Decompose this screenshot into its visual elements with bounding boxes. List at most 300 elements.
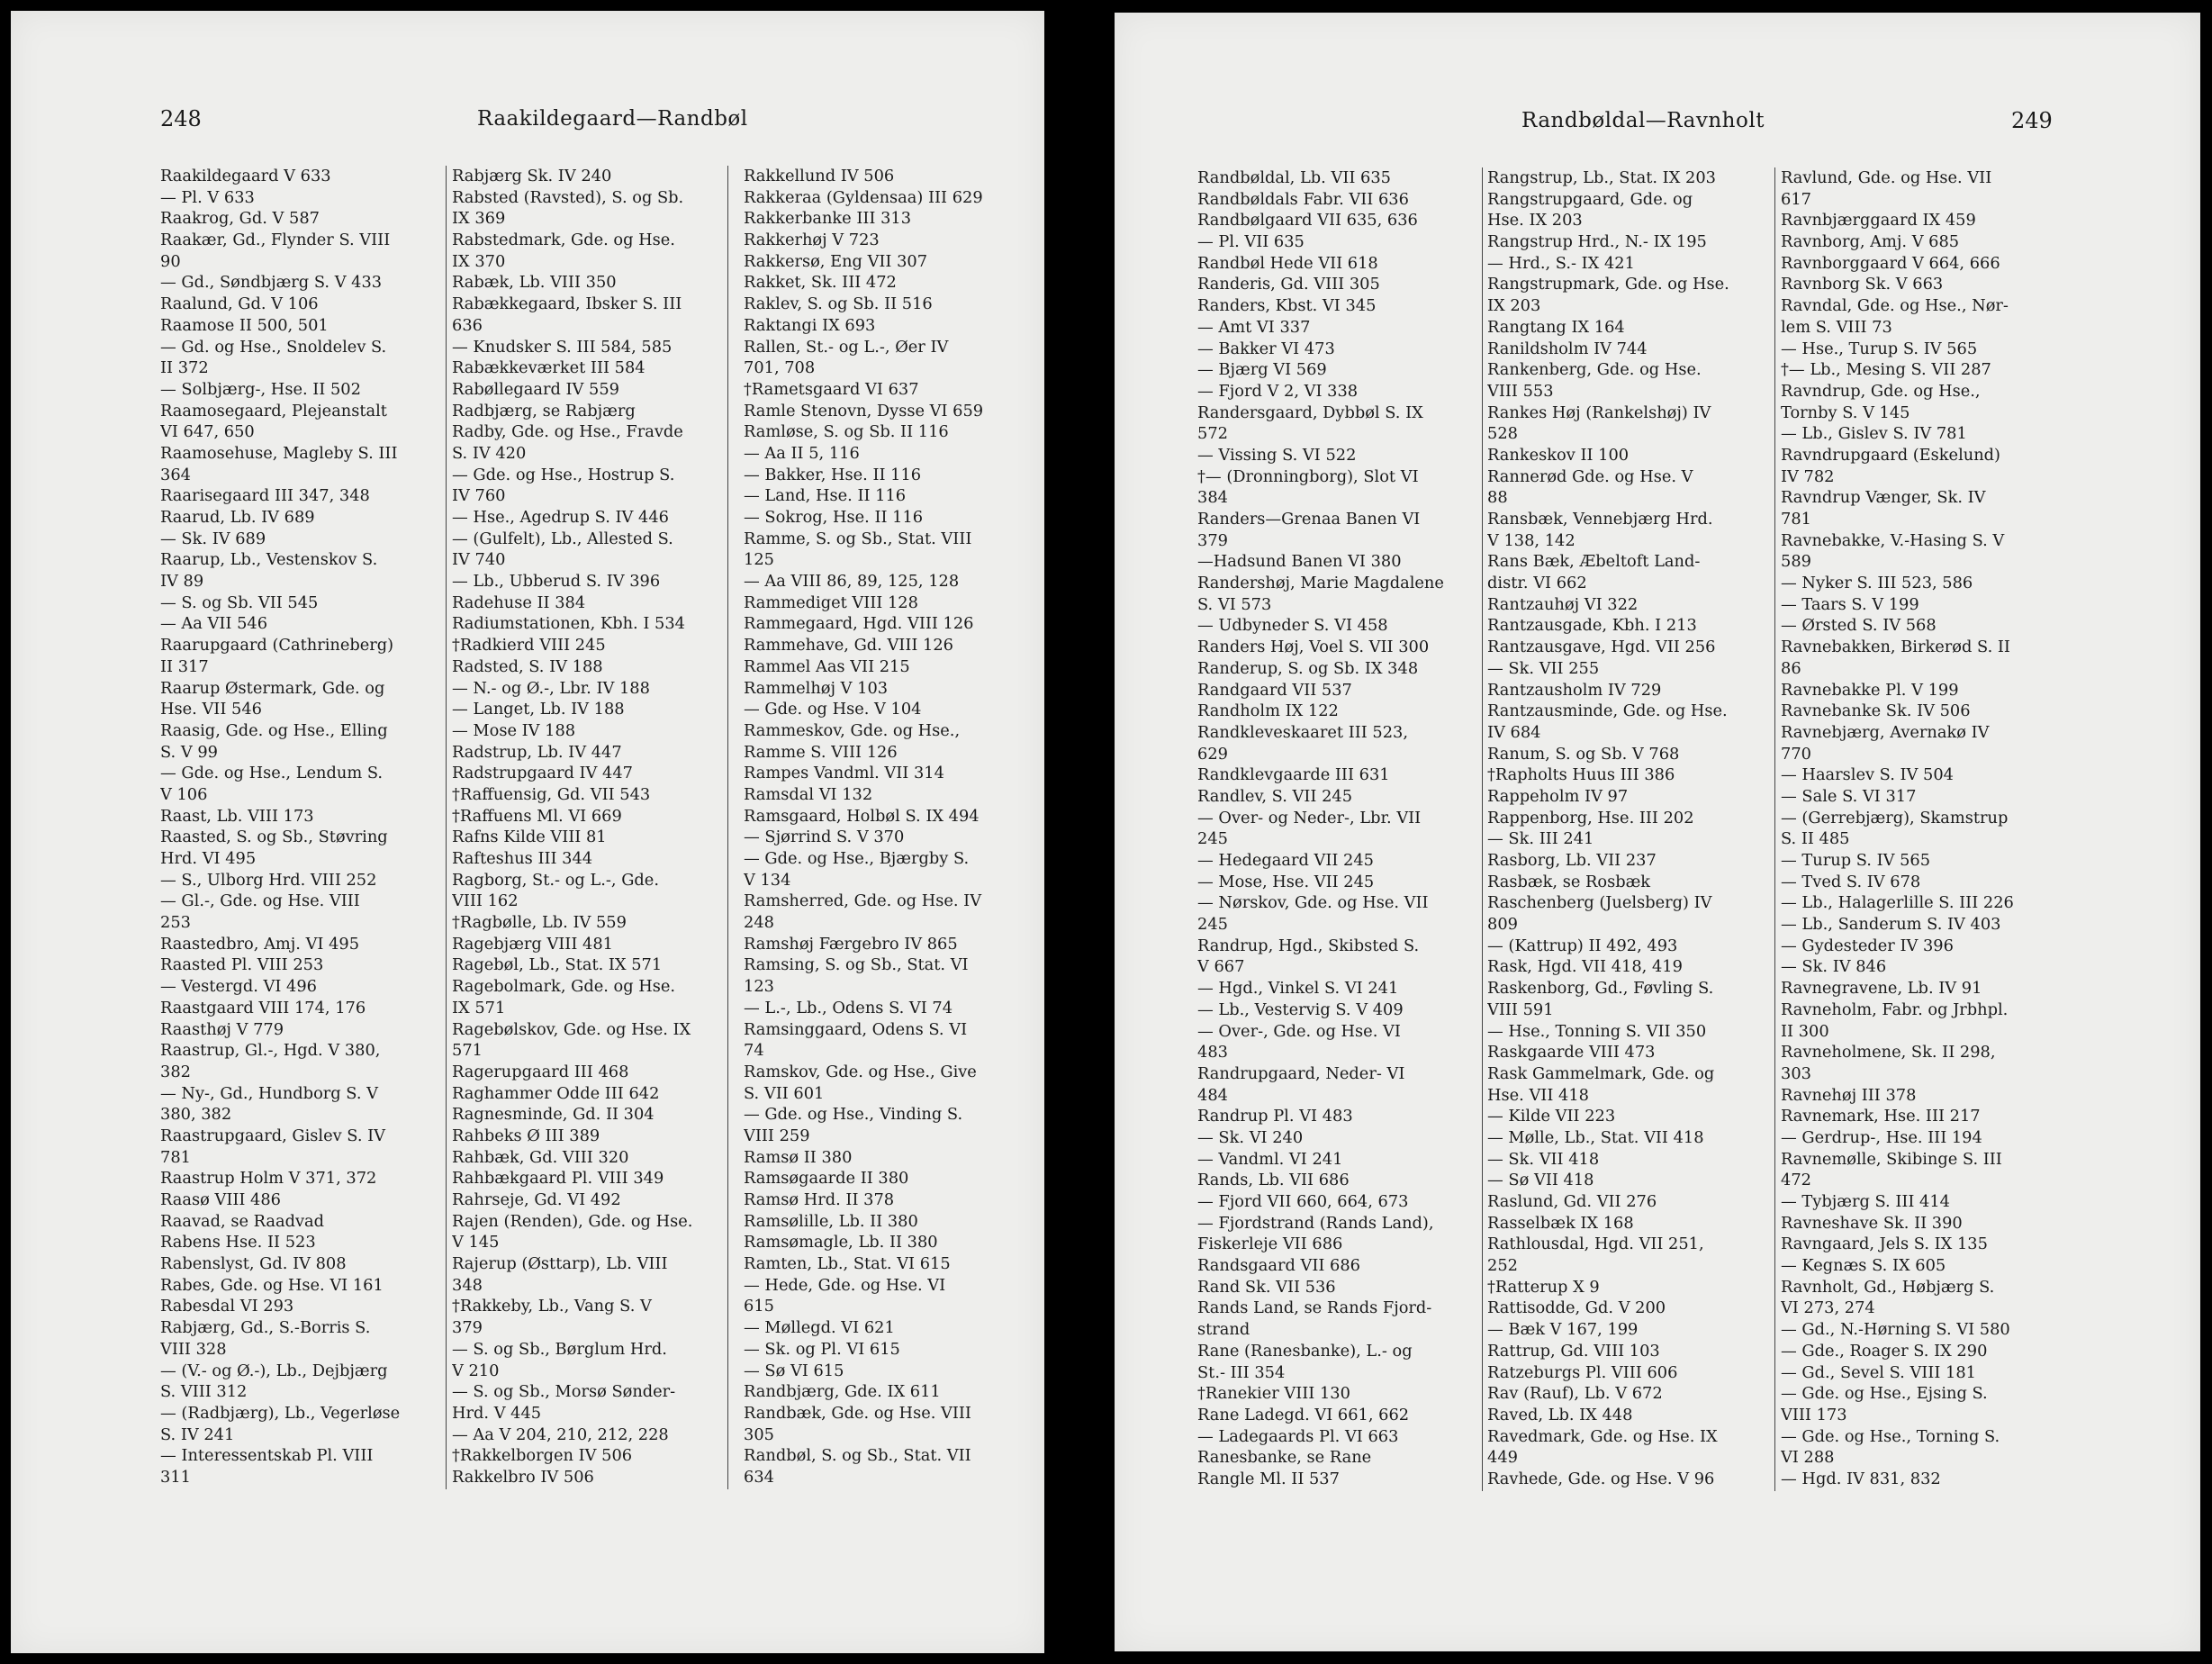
index-entry-line: 245 [1197,829,1228,849]
index-entry-line: Ramme S. VIII 126 [744,742,898,762]
index-entry-line: — Fjord VII 660, 664, 673 [1197,1192,1409,1211]
index-entry-line: Rathlousdal, Hgd. VII 251, [1487,1234,1704,1254]
index-entry-line: Rakkellund IV 506 [744,167,895,185]
index-entry-line: — Hgd., Vinkel S. VI 241 [1197,979,1399,999]
index-entry-line: Rask Gammelmark, Gde. og [1487,1063,1715,1083]
index-entry-line: Raakrog, Gd. V 587 [160,209,320,229]
index-entry-line: Rakket, Sk. III 472 [744,273,897,293]
index-entry-line: Ragebjærg VIII 481 [452,934,613,954]
index-entry-line: Rakkelbro IV 506 [452,1467,594,1487]
index-entry-line: Rakkerhøj V 723 [744,231,880,250]
index-entry-line: Rammegaard, Hgd. VIII 126 [744,614,974,634]
index-entry-line: Radstrup, Lb. IV 447 [452,742,622,762]
index-entry-line: Ravndrup Vænger, Sk. IV [1781,488,1986,508]
index-entry-line: — Bæk V 167, 199 [1487,1320,1639,1340]
index-entry-line: Rav (Rauf), Lb. V 672 [1487,1384,1663,1404]
index-entry-line: — Fjordstrand (Rands Land), [1197,1213,1434,1233]
index-entry-line: — Lb., Sanderum S. IV 403 [1781,915,2001,935]
index-entry-line: Raasø VIII 486 [160,1190,281,1209]
index-entry-line: Hse. VII 546 [160,700,262,719]
index-entry-line: Ramme, S. og Sb., Stat. VIII [744,529,972,548]
index-entry-line: S. V 99 [160,742,218,762]
running-head-left: Raakildegaard—Randbøl [477,107,748,131]
index-entry-line: — Hse., Tonning S. VII 350 [1487,1021,1707,1041]
index-entry-line: Ravndal, Gde. og Hse., Nør- [1781,296,2009,316]
index-entry-line: VIII 162 [452,891,519,911]
index-entry-line: 484 [1197,1085,1228,1105]
index-entry-line: Ravngaard, Jels S. IX 135 [1781,1234,1988,1254]
index-entry-line: Rajen (Renden), Gde. og Hse. [452,1211,693,1231]
index-entry-line: — Hedegaard VII 245 [1197,851,1374,870]
index-entry-line: Ravnborg Sk. V 663 [1781,275,1944,294]
index-entry-line: — Vissing S. VI 522 [1197,445,1357,465]
index-entry-line: Randersgaard, Dybbøl S. IX [1197,402,1423,422]
index-entry-line: Ravneholm, Fabr. og Jrbhpl. [1781,999,2009,1019]
index-entry-line: Ramshøj Færgebro IV 865 [744,934,958,954]
index-entry-line: — Sk. VII 418 [1487,1149,1600,1169]
index-entry-line: †Rametsgaard VI 637 [744,379,919,399]
index-entry-line: Rabækkeværket III 584 [452,358,646,378]
index-entry-line: Rabes, Gde. og Hse. VI 161 [160,1275,384,1295]
index-entry-line: — Sale S. VI 317 [1781,786,1917,806]
index-entry-line: Raghammer Odde III 642 [452,1083,660,1103]
index-entry-line: Rammel Aas VII 215 [744,656,910,676]
index-entry-line: — Sk. III 241 [1487,829,1594,849]
index-entry-line: VI 288 [1781,1448,1835,1468]
index-entry-line: V 210 [452,1361,500,1380]
index-entry-line: VIII 328 [160,1339,227,1359]
index-entry-line: — Knudsker S. III 584, 585 [452,337,673,357]
index-entry-line: — Aa V 204, 210, 212, 228 [452,1424,669,1444]
index-entry-line: — Aa VIII 86, 89, 125, 128 [744,572,960,592]
index-entry-line: Rakkerbanke III 313 [744,209,912,229]
index-entry-line: — Langet, Lb. IV 188 [452,700,625,719]
index-entry-line: Rampes Vandml. VII 314 [744,764,944,783]
index-entry-line: — Ørsted S. IV 568 [1781,616,1937,636]
column-rule [727,166,728,1489]
index-entry-line: Randbøl, S. og Sb., Stat. VII [744,1446,971,1466]
index-entry-line: — (V.- og Ø.-), Lb., Dejbjærg [160,1361,388,1380]
index-entry-line: Raskgaarde VIII 473 [1487,1043,1656,1063]
index-entry-line: V 134 [744,870,791,890]
index-entry-line: Ravnbjærggaard IX 459 [1781,211,1976,231]
index-entry-line: 348 [452,1275,483,1295]
index-entry-line: Ravlund, Gde. og Hse. VII [1781,168,1992,187]
index-entry-line: — Mølle, Lb., Stat. VII 418 [1487,1127,1704,1147]
index-entry-line: S. VII 601 [744,1083,825,1103]
index-entry-line: Raamosegaard, Plejeanstalt [160,401,387,421]
index-entry-line: — Tybjærg S. III 414 [1781,1192,1950,1211]
index-entry-line: Randbjærg, Gde. IX 611 [744,1382,941,1402]
index-entry-line: 634 [744,1467,774,1487]
index-entry-line: 123 [744,977,774,997]
index-entry-line: Raklev, S. og Sb. II 516 [744,294,933,314]
index-entry-line: Rask, Hgd. VII 418, 419 [1487,957,1683,977]
index-entry-line: — (Radbjærg), Lb., Vegerløse [160,1403,401,1423]
index-entry-line: Rasborg, Lb. VII 237 [1487,851,1657,870]
index-entry-line: Rantzausminde, Gde. og Hse. [1487,701,1728,721]
index-entry-line: 617 [1781,189,1811,209]
index-entry-line: 781 [1781,510,1811,529]
index-entry-line: Rankenberg, Gde. og Hse. [1487,360,1702,380]
index-column-left-2 [452,166,736,1488]
index-entry-line: 379 [452,1318,483,1338]
index-entry-line: IV 782 [1781,466,1835,486]
index-entry-line: Rangtang IX 164 [1487,317,1625,337]
index-entry-line: S. VI 573 [1197,594,1272,614]
index-entry-line: Ramsgaard, Holbøl S. IX 494 [744,806,980,826]
index-entry-line: — S., Ulborg Hrd. VIII 252 [160,870,377,890]
index-entry-line: — Vestergd. VI 496 [160,977,317,997]
index-entry-line: Raastrupgaard, Gislev S. IV [160,1126,386,1145]
index-entry-line: — Gde. og Hse., Lendum S. [160,764,384,783]
index-entry-line: Raved, Lb. IX 448 [1487,1405,1633,1424]
index-entry-line: Rahbæk, Gd. VIII 320 [452,1147,629,1167]
index-column-right-2 [1487,167,1772,1490]
index-entry-line: 253 [160,913,191,933]
index-entry-line: Raastrup Holm V 371, 372 [160,1169,377,1189]
index-entry-line: — Haarslev S. IV 504 [1781,765,1954,785]
index-entry-line: — Kegnæs S. IX 605 [1781,1256,1946,1276]
index-entry-line: —Hadsund Banen VI 380 [1197,552,1402,572]
index-entry-line: Rangle Ml. II 537 [1197,1469,1340,1488]
index-entry-line: Ramle Stenovn, Dysse VI 659 [744,401,984,421]
index-entry-line: II 300 [1781,1021,1829,1041]
index-entry-line: Tornby S. V 145 [1781,402,1910,422]
index-entry-line: — Solbjærg-, Hse. II 502 [160,379,361,399]
index-entry-line: II 317 [160,656,209,676]
index-entry-line: Radbjærg, se Rabjærg [452,401,636,421]
index-entry-line: 86 [1781,658,1801,678]
index-entry-line: 615 [744,1297,774,1316]
index-entry-line: 305 [744,1424,774,1444]
index-entry-line: Rangstrupgaard, Gde. og [1487,189,1693,209]
index-entry-line: Ravnebakke Pl. V 199 [1781,680,1959,700]
index-entry-line: — Gde. og Hse., Hostrup S. [452,465,675,484]
page-number-left: 248 [160,106,202,131]
index-entry-line: Ramten, Lb., Stat. VI 615 [744,1254,951,1274]
index-entry-line: — Kilde VII 223 [1487,1107,1616,1126]
index-entry-line: Raasthøj V 779 [160,1019,284,1039]
index-entry-line: Raastgaard VIII 174, 176 [160,998,366,1017]
index-entry-line: Ravnebanke Sk. IV 506 [1781,701,1971,721]
index-entry-line: Raschenberg (Juelsberg) IV [1487,893,1712,913]
index-entry-line: Randlev, S. VII 245 [1197,786,1353,806]
index-entry-line: Raasted, S. og Sb., Støvring [160,827,388,847]
index-entry-line: 571 [452,1041,483,1061]
index-entry-line: — Bakker VI 473 [1197,339,1335,358]
index-entry-line: Rabsted (Ravsted), S. og Sb. [452,187,684,207]
index-entry-line: Randerup, S. og Sb. IX 348 [1197,658,1419,678]
index-entry-line: — Gd., Søndbjærg S. V 433 [160,273,383,293]
index-entry-line: †Rapholts Huus III 386 [1487,765,1675,785]
index-entry-line: 382 [160,1062,191,1081]
index-entry-line: Rafteshus III 344 [452,849,593,868]
column-rule [1482,167,1483,1491]
index-entry-line: Rans Bæk, Æbeltoft Land- [1487,552,1701,572]
index-entry-line: 248 [744,913,774,933]
index-entry-line: Randrup Pl. VI 483 [1197,1107,1353,1126]
index-entry-line: †— Lb., Mesing S. VII 287 [1781,360,1991,380]
left-page [11,11,1044,1653]
index-entry-line: — Sk. VII 255 [1487,658,1600,678]
index-entry-line: Randklevgaarde III 631 [1197,765,1390,785]
index-entry-line: Radiumstationen, Kbh. I 534 [452,614,685,634]
index-entry-line: Rabstedmark, Gde. og Hse. [452,231,675,250]
index-entry-line: — Gde. og Hse., Bjærgby S. [744,849,970,868]
index-entry-line: Ravnebakke, V.-Hasing S. V [1781,530,2005,550]
index-entry-line: Radby, Gde. og Hse., Fravde [452,422,683,442]
index-entry-line: Ranildsholm IV 744 [1487,339,1648,358]
index-entry-line: Ravndrupgaard (Eskelund) [1781,445,2000,465]
index-entry-line: Rasselbæk IX 168 [1487,1213,1634,1233]
index-entry-line: Raarupgaard (Cathrineberg) [160,636,394,656]
index-entry-line: Raast, Lb. VIII 173 [160,806,314,826]
index-entry-line: Radehuse II 384 [452,592,586,612]
index-entry-line: Ragebølskov, Gde. og Hse. IX [452,1019,691,1039]
index-entry-line: Ramsinggaard, Odens S. VI [744,1019,968,1039]
index-entry-line: IV 89 [160,572,204,592]
index-entry-line: VI 647, 650 [160,422,255,442]
index-entry-line: 770 [1781,744,1811,764]
index-entry-line: Rakkeraa (Gyldensaa) III 629 [744,187,983,207]
index-entry-line: Rantzausgave, Hgd. VII 256 [1487,638,1716,657]
index-entry-line: Rattrup, Gd. VIII 103 [1487,1341,1660,1361]
index-entry-line: Ravnegravene, Lb. IV 91 [1781,979,1982,999]
index-entry-line: Ravedmark, Gde. og Hse. IX [1487,1426,1718,1446]
index-entry-line: Raarup Østermark, Gde. og [160,678,385,698]
index-entry-line: Hrd. V 445 [452,1403,542,1423]
index-entry-line: Raalund, Gd. V 106 [160,294,319,314]
index-entry-line: Randrupgaard, Neder- VI [1197,1063,1405,1083]
index-entry-line: Rangstrupmark, Gde. og Hse. [1487,275,1729,294]
index-entry-line: †Rakkeby, Lb., Vang S. V [452,1297,652,1316]
index-entry-line: — Gl.-, Gde. og Hse. VIII [160,891,360,911]
index-column-left-3 [744,166,1028,1488]
index-entry-line: VI 273, 274 [1781,1298,1875,1318]
index-entry-line: Ragebøl, Lb., Stat. IX 571 [452,955,663,975]
index-entry-line: — (Gulfelt), Lb., Allested S. [452,529,673,548]
index-entry-line: Rands, Lb. VII 686 [1197,1171,1350,1190]
index-entry-line: — Gd. og Hse., Snoldelev S. [160,337,387,357]
index-entry-line: †Ragbølle, Lb. IV 559 [452,913,627,933]
index-entry-line: — Hse., Turup S. IV 565 [1781,339,1978,358]
index-entry-line: Raarisegaard III 347, 348 [160,486,370,506]
index-entry-line: — Hede, Gde. og Hse. VI [744,1275,946,1295]
index-entry-line: Ranesbanke, se Rane [1197,1448,1372,1468]
index-entry-line: Rabøllegaard IV 559 [452,379,619,399]
index-entry-line: Rasbæk, se Rosbæk [1487,872,1651,891]
index-entry-line: Raarup, Lb., Vestenskov S. [160,550,378,570]
index-entry-line: Rangstrup, Lb., Stat. IX 203 [1487,168,1716,187]
index-entry-line: Ragnesminde, Gd. II 304 [452,1105,655,1125]
right-page [1115,13,2200,1651]
index-entry-line: Rabens Hse. II 523 [160,1233,316,1253]
index-entry-line: St.- III 354 [1197,1362,1286,1382]
index-entry-line: Rahbeks Ø III 389 [452,1126,600,1145]
index-entry-line: — Hgd. IV 831, 832 [1781,1469,1941,1488]
index-entry-line: Rabjærg, Gd., S.-Borris S. [160,1318,371,1338]
index-entry-line: Ramsølille, Lb. II 380 [744,1211,918,1231]
index-entry-line: Randers—Grenaa Banen VI [1197,510,1421,529]
index-entry-line: — L.-, Lb., Odens S. VI 74 [744,998,953,1017]
index-entry-line: Radsted, S. IV 188 [452,656,603,676]
index-entry-line: 636 [452,315,483,335]
index-entry-line: Randkleveskaaret III 523, [1197,722,1409,742]
index-entry-line: Rannerød Gde. og Hse. V [1487,466,1693,486]
index-entry-line: Raastrup, Gl.-, Hgd. V 380, [160,1041,381,1061]
index-entry-line: Rammediget VIII 128 [744,592,918,612]
index-entry-line: IX 571 [452,998,506,1017]
index-entry-line: Randers Høj, Voel S. VII 300 [1197,638,1430,657]
index-entry-line: — Lb., Ubberud S. IV 396 [452,572,661,592]
index-entry-line: Ramsø Hrd. II 378 [744,1190,895,1209]
index-entry-line: Rabesdal VI 293 [160,1297,294,1316]
index-entry-line: — Gd., Sevel S. VIII 181 [1781,1362,1976,1382]
index-entry-line: IV 684 [1487,722,1541,742]
index-entry-line: Rands Land, se Rands Fjord- [1197,1298,1432,1318]
index-entry-line: VIII 591 [1487,999,1554,1019]
index-entry-line: — Gde. og Hse., Ejsing S. [1781,1384,1988,1404]
index-entry-line: †Ranekier VIII 130 [1197,1384,1350,1404]
index-entry-line: †— (Dronningborg), Slot VI [1197,466,1419,486]
index-entry-line: Raasted Pl. VIII 253 [160,955,324,975]
index-entry-line: V 145 [452,1233,500,1253]
index-entry-line: — S. og Sb. VII 545 [160,592,319,612]
index-entry-line: Rahbækgaard Pl. VIII 349 [452,1169,664,1189]
index-entry-line: Rattisodde, Gd. V 200 [1487,1298,1666,1318]
index-entry-line: lem S. VIII 73 [1781,317,1892,337]
index-entry-line: Randsgaard VII 686 [1197,1256,1360,1276]
index-entry-line: Raasig, Gde. og Hse., Elling [160,720,388,740]
index-entry-line: Rankeskov II 100 [1487,445,1630,465]
index-entry-line: IX 203 [1487,296,1541,316]
index-entry-line: distr. VI 662 [1487,574,1587,593]
index-entry-line: Raavad, se Raadvad [160,1211,325,1231]
index-entry-line: — Hrd., S.- IX 421 [1487,253,1635,273]
index-entry-line: 125 [744,550,774,570]
index-entry-line: — Bakker, Hse. II 116 [744,465,922,484]
index-entry-line: †Ratterup X 9 [1487,1277,1600,1297]
index-entry-line: Ravnborggaard V 664, 666 [1781,253,2000,273]
index-entry-line: 483 [1197,1043,1228,1063]
index-entry-line: V 106 [160,784,208,804]
index-entry-line: Ramløse, S. og Sb. II 116 [744,422,949,442]
index-entry-line: 88 [1487,488,1508,508]
index-entry-line: Rammeskov, Gde. og Hse., [744,720,961,740]
index-entry-line: — Sø VI 615 [744,1361,844,1380]
index-entry-line: Randbøldal, Lb. VII 635 [1197,168,1391,187]
index-entry-line: — Bjærg VI 569 [1197,360,1327,380]
index-entry-line: 572 [1197,424,1228,444]
index-entry-line: Randrup, Hgd., Skibsted S. [1197,936,1420,955]
index-entry-line: Ravneshave Sk. II 390 [1781,1213,1963,1233]
index-entry-line: Ravndrup, Gde. og Hse., [1781,381,1981,401]
index-entry-line: Raslund, Gd. VII 276 [1487,1192,1657,1211]
index-entry-line: IV 760 [452,486,506,506]
index-entry-line: 384 [1197,488,1228,508]
index-entry-line: — Aa II 5, 116 [744,443,860,463]
index-entry-line: — Taars S. V 199 [1781,594,1919,614]
index-entry-line: Ramsø II 380 [744,1147,853,1167]
index-entry-line: Rabjærg Sk. IV 240 [452,167,612,185]
index-entry-line: Ratzeburgs Pl. VIII 606 [1487,1362,1678,1382]
index-entry-line: †Rakkelborgen IV 506 [452,1446,633,1466]
index-entry-line: Ramsherred, Gde. og Hse. IV [744,891,982,911]
index-entry-line: — Mose IV 188 [452,720,576,740]
index-entry-line: Rantzausgade, Kbh. I 213 [1487,616,1697,636]
index-entry-line: IV 740 [452,550,506,570]
index-entry-line: VIII 173 [1781,1405,1847,1424]
index-entry-line: Ravnehøj III 378 [1781,1085,1917,1105]
index-entry-line: — Over-, Gde. og Hse. VI [1197,1021,1401,1041]
index-entry-line: Randbøl Hede VII 618 [1197,253,1378,273]
index-entry-line: 311 [160,1467,191,1487]
index-entry-line: — Gde., Roager S. IX 290 [1781,1341,1988,1361]
index-entry-line: — Sø VII 418 [1487,1171,1594,1190]
index-entry-line: 380, 382 [160,1105,232,1125]
index-entry-line: — Gydesteder IV 396 [1781,936,1954,955]
index-entry-line: Rajerup (Østtarp), Lb. VIII [452,1254,668,1274]
index-entry-line: Rantzauhøj VI 322 [1487,594,1639,614]
index-entry-line: Rallen, St.- og L.-, Øer IV [744,337,949,357]
index-entry-line: Ragebolmark, Gde. og Hse. [452,977,676,997]
index-entry-line: Raarud, Lb. IV 689 [160,508,315,527]
index-entry-line: Ravhede, Gde. og Hse. V 96 [1487,1469,1715,1488]
index-entry-line: Rakkersø, Eng VII 307 [744,251,928,271]
index-entry-line: 74 [744,1041,764,1061]
index-entry-line: — Lb., Gislev S. IV 781 [1781,424,1967,444]
index-entry-line: 245 [1197,915,1228,935]
index-entry-line: strand [1197,1320,1250,1340]
index-entry-line: Raktangi IX 693 [744,315,876,335]
index-entry-line: V 667 [1197,957,1245,977]
index-entry-line: Raskenborg, Gd., Føvling S. [1487,979,1714,999]
index-entry-line: Rankes Høj (Rankelshøj) IV [1487,402,1711,422]
index-entry-line: Randbæk, Gde. og Hse. VIII [744,1403,971,1423]
index-entry-line: Raakær, Gd., Flynder S. VIII [160,231,391,250]
index-entry-line: — Lb., Vestervig S. V 409 [1197,999,1404,1019]
index-entry-line: Rappenborg, Hse. III 202 [1487,808,1694,827]
index-entry-line: Raamose II 500, 501 [160,315,329,335]
index-entry-line: Ragborg, St.- og L.-, Gde. [452,870,659,890]
page-number-right: 249 [2011,108,2053,133]
index-entry-line: II 372 [160,358,209,378]
index-entry-line: — Amt VI 337 [1197,317,1311,337]
index-entry-line: IX 369 [452,209,506,229]
index-entry-line: Ramsdal VI 132 [744,784,873,804]
index-entry-line: — S. og Sb., Morsø Sønder- [452,1382,676,1402]
index-entry-line: Randbølgaard VII 635, 636 [1197,211,1418,231]
index-entry-line: †Raffuensig, Gd. VII 543 [452,784,651,804]
index-entry-line: Randeris, Gd. VIII 305 [1197,275,1380,294]
index-entry-line: Rand Sk. VII 536 [1197,1277,1336,1297]
index-entry-line: 528 [1487,424,1518,444]
index-column-right-1 [1197,167,1482,1490]
index-entry-line: Raastedbro, Amj. VI 495 [160,934,360,954]
index-entry-line: Ramsing, S. og Sb., Stat. VI [744,955,969,975]
index-entry-line: — Aa VII 546 [160,614,268,634]
index-entry-line: — Gde. og Hse., Vinding S. [744,1105,963,1125]
index-entry-line: Ravneholmene, Sk. II 298, [1781,1043,1996,1063]
index-entry-line: — Mose, Hse. VII 245 [1197,872,1375,891]
index-entry-line: S. II 485 [1781,829,1850,849]
index-entry-line: Rammehave, Gd. VIII 126 [744,636,953,656]
index-entry-line: — Hse., Agedrup S. IV 446 [452,508,669,527]
column-rule [1774,167,1775,1491]
index-entry-line: Rane (Ranesbanke), L.- og [1197,1341,1413,1361]
index-entry-line: 252 [1487,1256,1518,1276]
